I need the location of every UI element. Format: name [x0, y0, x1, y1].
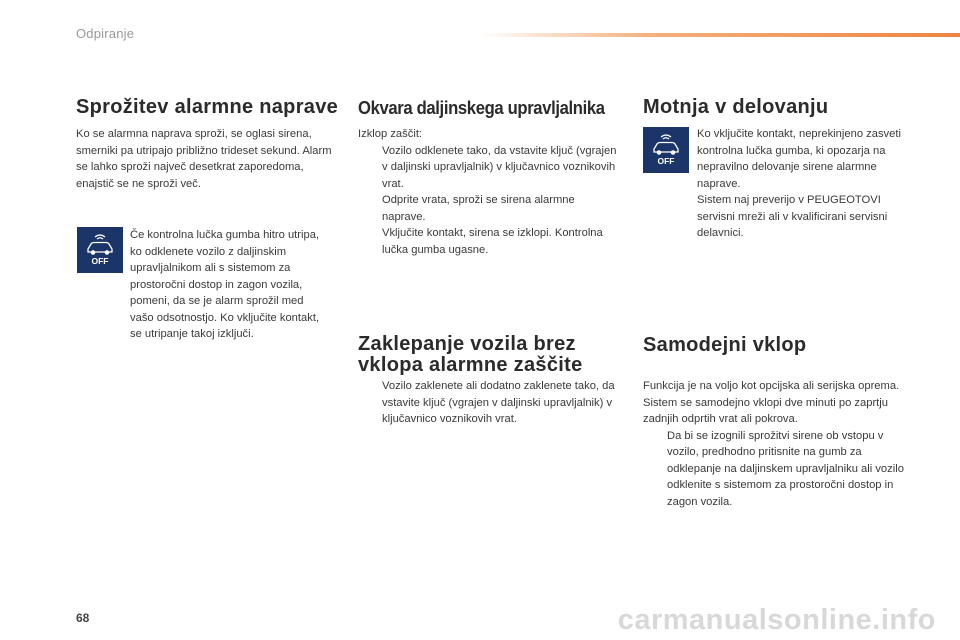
- okvara-intro: Izklop zaščit:: [358, 128, 423, 140]
- heading-okvara: Okvara daljinskega upravljalnika: [358, 97, 605, 118]
- samodejni-text-1: Funkcija je na voljo kot opcijska ali serijska oprema.: [643, 380, 900, 392]
- list-item: Da bi se izognili sprožitvi sirene ob vstopu v vozilo, predhodno pritisnite na gumb za odklepanje na daljinskem upravljalniku ali vozilo odklenite s sistemom za prostoročni dostop in zagon vozila.: [667, 429, 904, 508]
- motnja-content: [697, 126, 912, 242]
- zaklepanje-content: [358, 378, 618, 428]
- heading-sprozitev: Sprožitev alarmne naprave: [76, 96, 339, 118]
- header-accent-bar: [480, 33, 960, 37]
- sprozitev-paragraph: Ko se alarmna naprava sproži, se oglasi sirena, smerniki pa utripajo približno trideset sekund. Alarm se lahko sproži največ desetkrat zaporedoma, enajstič se ne sproži več.: [76, 128, 332, 190]
- svg-text:OFF: OFF: [657, 156, 675, 166]
- samodejni-content: [643, 378, 908, 510]
- section-header-title: Odpiranje: [76, 26, 135, 41]
- list-item: Odprite vrata, sproži se sirena alarmne naprave.: [382, 194, 575, 223]
- svg-text:OFF: OFF: [91, 256, 109, 266]
- samodejni-list: [643, 428, 908, 511]
- list-item: Vozilo zaklenete ali dodatno zaklenete tako, da vstavite ključ (vgrajen v daljinski upravljalnik) v ključavnico voznikovih vrat.: [382, 380, 615, 425]
- zaklepanje-list: [358, 378, 618, 428]
- heading-zaklepanje: Zaklepanje vozila brez vklopa alarmne zaščite: [358, 333, 583, 376]
- heading-motnja: Motnja v delovanju: [643, 96, 829, 118]
- page-number: 68: [76, 611, 90, 625]
- alarm-off-button-icon: [643, 127, 689, 173]
- sprozitev-icon-note: Če kontrolna lučka gumba hitro utripa, ko odklenete vozilo z daljinskim upravljalnikom ali s sistemom za prostoročni dostop in zagon vozila, pomeni, da se je alarm sprožil med vašo odsotnostjo. Ko vključite kontakt, se utripanje takoj izključi.: [130, 229, 320, 340]
- alarm-off-button-icon: [77, 227, 123, 273]
- samodejni-text-2: Sistem se samodejno vklopi dve minuti po zaprtju zadnjih odprtih vrat ali pokrova.: [643, 396, 888, 425]
- list-item: Vozilo odklenete tako, da vstavite ključ (vgrajen v daljinski upravljalnik) v ključavnico voznikovih vrat.: [382, 144, 617, 190]
- motnja-text-2: Sistem naj preverijo v PEUGEOTOVI servisni mreži ali v kvalificirani servisni delavnici.: [697, 194, 888, 239]
- okvara-content: [358, 126, 618, 258]
- watermark: carmanualsonline.info: [617, 604, 936, 636]
- okvara-list: [358, 143, 618, 259]
- motnja-text-1: Ko vključite kontakt, neprekinjeno zasveti kontrolna lučka gumba, ki opozarja na nepravilno delovanje sirene alarmne naprave.: [697, 128, 901, 190]
- heading-samodejni: Samodejni vklop: [643, 334, 807, 356]
- list-item: Vključite kontakt, sirena se izklopi. Kontrolna lučka gumba ugasne.: [382, 227, 603, 256]
